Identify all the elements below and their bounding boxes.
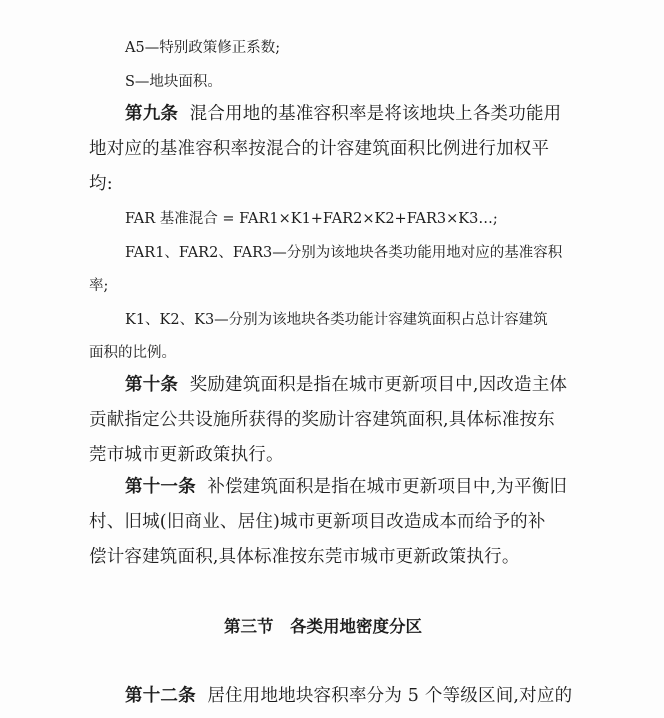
definition-a5: A5—特别政策修正系数; [125,40,281,56]
article-12-line-1 [125,682,572,707]
article-11-line-3: 偿计容建筑面积,具体标准按东莞市城市更新政策执行。 [89,547,520,567]
section-heading: 第三节 各类用地密度分区 [224,617,422,636]
article-10-line-1 [125,371,567,396]
article-10-label: 第十条 [125,375,179,395]
article-10-line-2: 贡献指定公共设施所获得的奖励计容建筑面积,具体标准按东 [89,410,555,430]
article-12-label: 第十二条 [125,686,196,706]
article-11-line-1 [125,473,567,498]
far-definition-line-2: 率; [89,278,109,294]
article-9-label: 第九条 [125,104,179,124]
k-definition-line-1: K1、K2、K3—分别为该地块各类功能计容建筑面积占总计容建筑 [125,312,548,328]
formula-far-mixed: FAR 基准混合 = FAR1×K1+FAR2×K2+FAR3×K3…; [125,211,498,227]
definition-s: S—地块面积。 [125,74,222,90]
article-9-line-2: 地对应的基准容积率按混合的计容建筑面积比例进行加权平 [89,139,550,159]
article-11-text-1: 补偿建筑面积是指在城市更新项目中,为平衡旧 [207,477,568,497]
article-9-line-3: 均: [89,174,113,194]
article-10-line-3: 莞市城市更新政策执行。 [89,445,284,465]
k-definition-line-2: 面积的比例。 [89,345,176,361]
article-11-label: 第十一条 [125,477,196,497]
article-11-line-2: 村、旧城(旧商业、居住)城市更新项目改造成本而给予的补 [89,512,546,532]
article-9-line-1 [125,100,561,125]
article-9-text-1: 混合用地的基准容积率是将该地块上各类功能用 [189,104,562,124]
article-12-text-1: 居住用地地块容积率分为 5 个等级区间,对应的 [207,686,573,706]
article-10-text-1: 奖励建筑面积是指在城市更新项目中,因改造主体 [189,375,568,395]
far-definition-line-1: FAR1、FAR2、FAR3—分别为该地块各类功能用地对应的基准容积 [125,245,563,261]
